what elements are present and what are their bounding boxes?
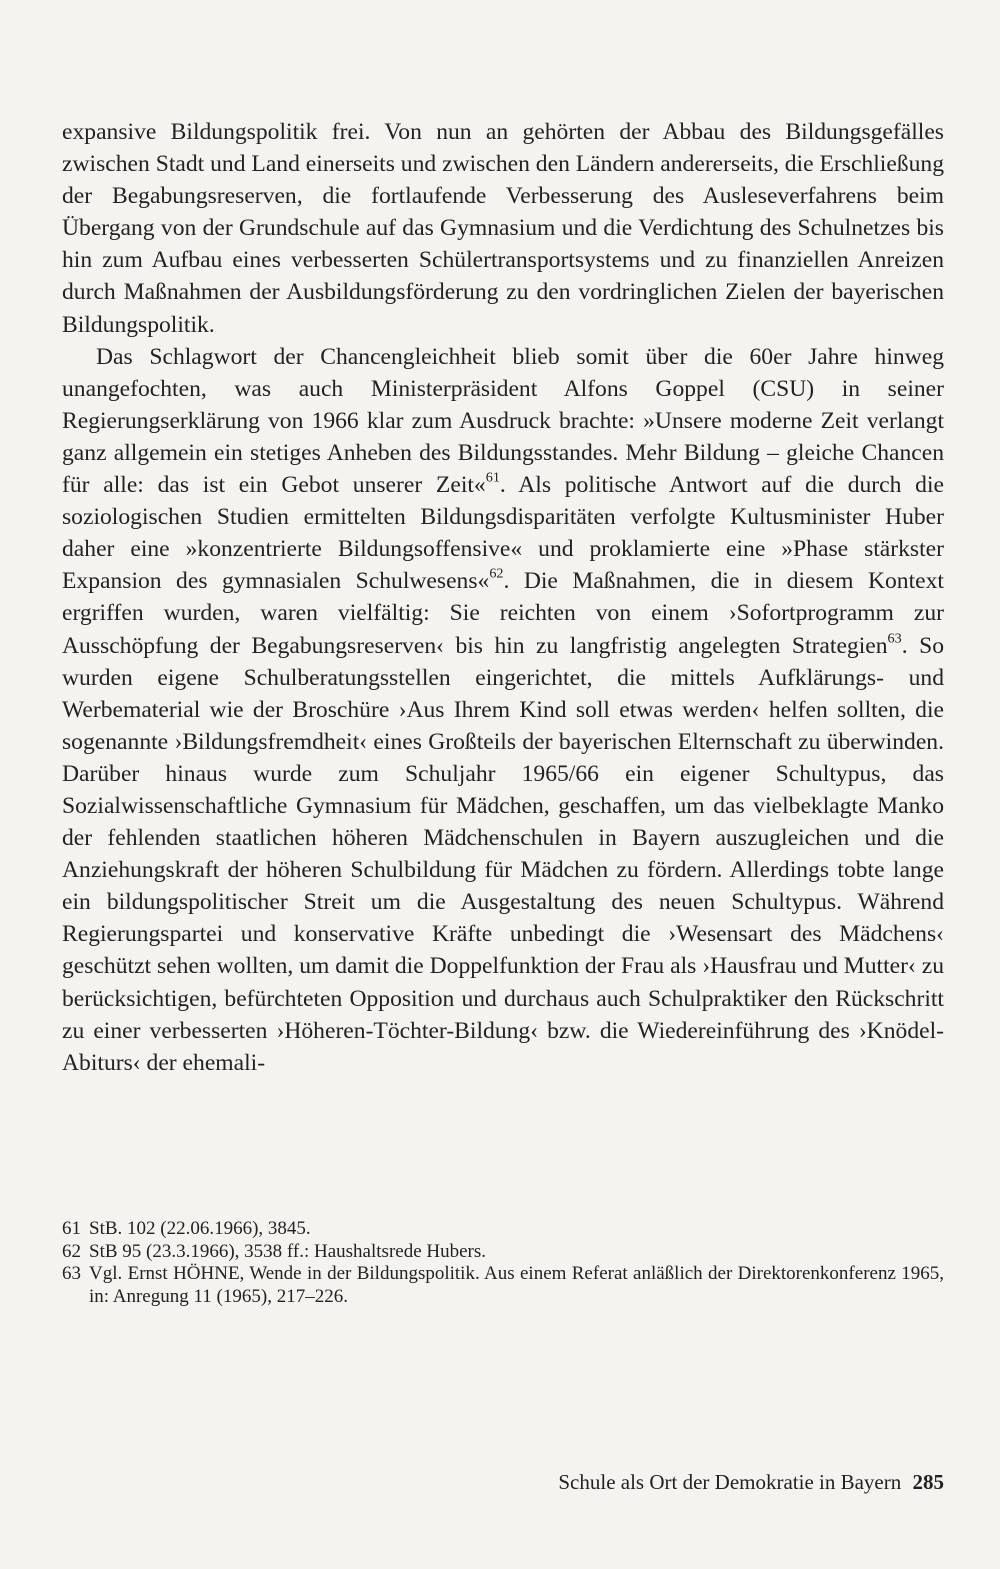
- paragraph-2-part-d: . So wurden eigene Schulberatungsstellen eingerichtet, die mittels Aufklärungs- und Werbematerial wie der Broschüre ›Aus Ihrem Kind soll etwas werden‹ helfen sollten, die sogenannte ›Bildungsfremdheit‹ eines Großteils der bayerischen Elternschaft zu überwinden. Darüber hinaus wurde zum Schuljahr 1965/66 ein eigener Schultypus, das Sozialwissenschaftliche Gymnasium für Mädchen, geschaffen, um das vielbeklagte Manko der fehlenden staatlichen höheren Mädchenschulen in Bayern auszugleichen und die Anziehungskraft der höheren Schulbildung für Mädchen zu fördern. Allerdings tobte lange ein bildungspolitischer Streit um die Ausgestaltung des neuen Schultypus. Während Regierungspartei und konservative Kräfte unbedingt die ›Wesensart des Mädchens‹ geschützt sehen wollten, um damit die Doppelfunktion der Frau als ›Hausfrau und Mutter‹ zu berücksichtigen, befürchteten Opposition und durchaus auch Schulpraktiker den Rückschritt zu einer verbesserten ›Höheren-Töchter-Bildung‹ bzw. die Wiedereinführung des ›Knödel-Abiturs‹ der ehemali-: [62, 632, 944, 1076]
- paragraph-2: [62, 341, 944, 1079]
- running-footer: [558, 1469, 944, 1495]
- footnote-ref-62[interactable]: 62: [489, 565, 504, 582]
- footnotes: [62, 1218, 944, 1308]
- footnote-number: 63: [62, 1263, 81, 1284]
- footnote-62: [62, 1241, 944, 1264]
- footnote-text: StB. 102 (22.06.1966), 3845.: [89, 1218, 311, 1239]
- page-number: 285: [912, 1470, 944, 1494]
- footnote-61: [62, 1218, 944, 1241]
- paragraph-2-part-c: . Die Maßnahmen, die in diesem Kontext ergriffen wurden, waren vielfältig: Sie reichten von einem ›Sofortprogramm zur Ausschöpfung der Begabungsreserven‹ bis hin zu langfristig angelegten Strategien: [62, 568, 944, 659]
- footnote-number: 62: [62, 1240, 81, 1262]
- footnote-number: 61: [62, 1218, 81, 1239]
- footnote-text: Vgl. Ernst HÖHNE, Wende in der Bildungspolitik. Aus einem Referat anläßlich der Direktorenkonferenz 1965, in: Anregung 11 (1965), 217–226.: [89, 1263, 944, 1307]
- footnote-ref-61[interactable]: 61: [485, 469, 500, 486]
- footnote-text: StB 95 (23.3.1966), 3538 ff.: Haushaltsrede Hubers.: [89, 1240, 487, 1262]
- paragraph-2-part-b: . Als politische Antwort auf die durch die soziologischen Studien ermittelten Bildungsdisparitäten verfolgte Kultusminister Huber daher eine »konzentrierte Bildungsoffensive« und proklamierte eine »Phase stärkster Expansion des gymnasialen Schulwesens«: [62, 472, 944, 595]
- paragraph-2-part-a: Das Schlagwort der Chancengleichheit blieb somit über die 60er Jahre hinweg unangefochten, was auch Ministerpräsident Alfons Goppel (CSU) in seiner Regierungserklärung von 1966 klar zum Ausdruck brachte: »Unsere moderne Zeit verlangt ganz allgemein ein stetiges Anheben des Bildungsstandes. Mehr Bildung – gleiche Chancen für alle: das ist ein Gebot unserer Zeit«: [62, 343, 944, 499]
- main-text: [62, 116, 944, 1079]
- running-title: Schule als Ort der Demokratie in Bayern: [558, 1470, 902, 1494]
- paragraph-1: expansive Bildungspolitik frei. Von nun an gehörten der Abbau des Bildungsgefälles zwischen Stadt und Land einerseits und zwischen den Ländern andererseits, die Erschließung der Begabungsreserven, die fortlaufende Verbesserung des Ausleseverfahrens beim Übergang von der Grundschule auf das Gymnasium und die Verdichtung des Schulnetzes bis hin zum Aufbau eines verbesserten Schülertransportsystems und zu finanziellen Anreizen durch Maßnahmen der Ausbildungsförderung zu den vordringlichen Zielen der bayerischen Bildungspolitik.: [62, 119, 944, 338]
- footnote-ref-63[interactable]: 63: [887, 629, 902, 646]
- footnote-63: [62, 1263, 944, 1308]
